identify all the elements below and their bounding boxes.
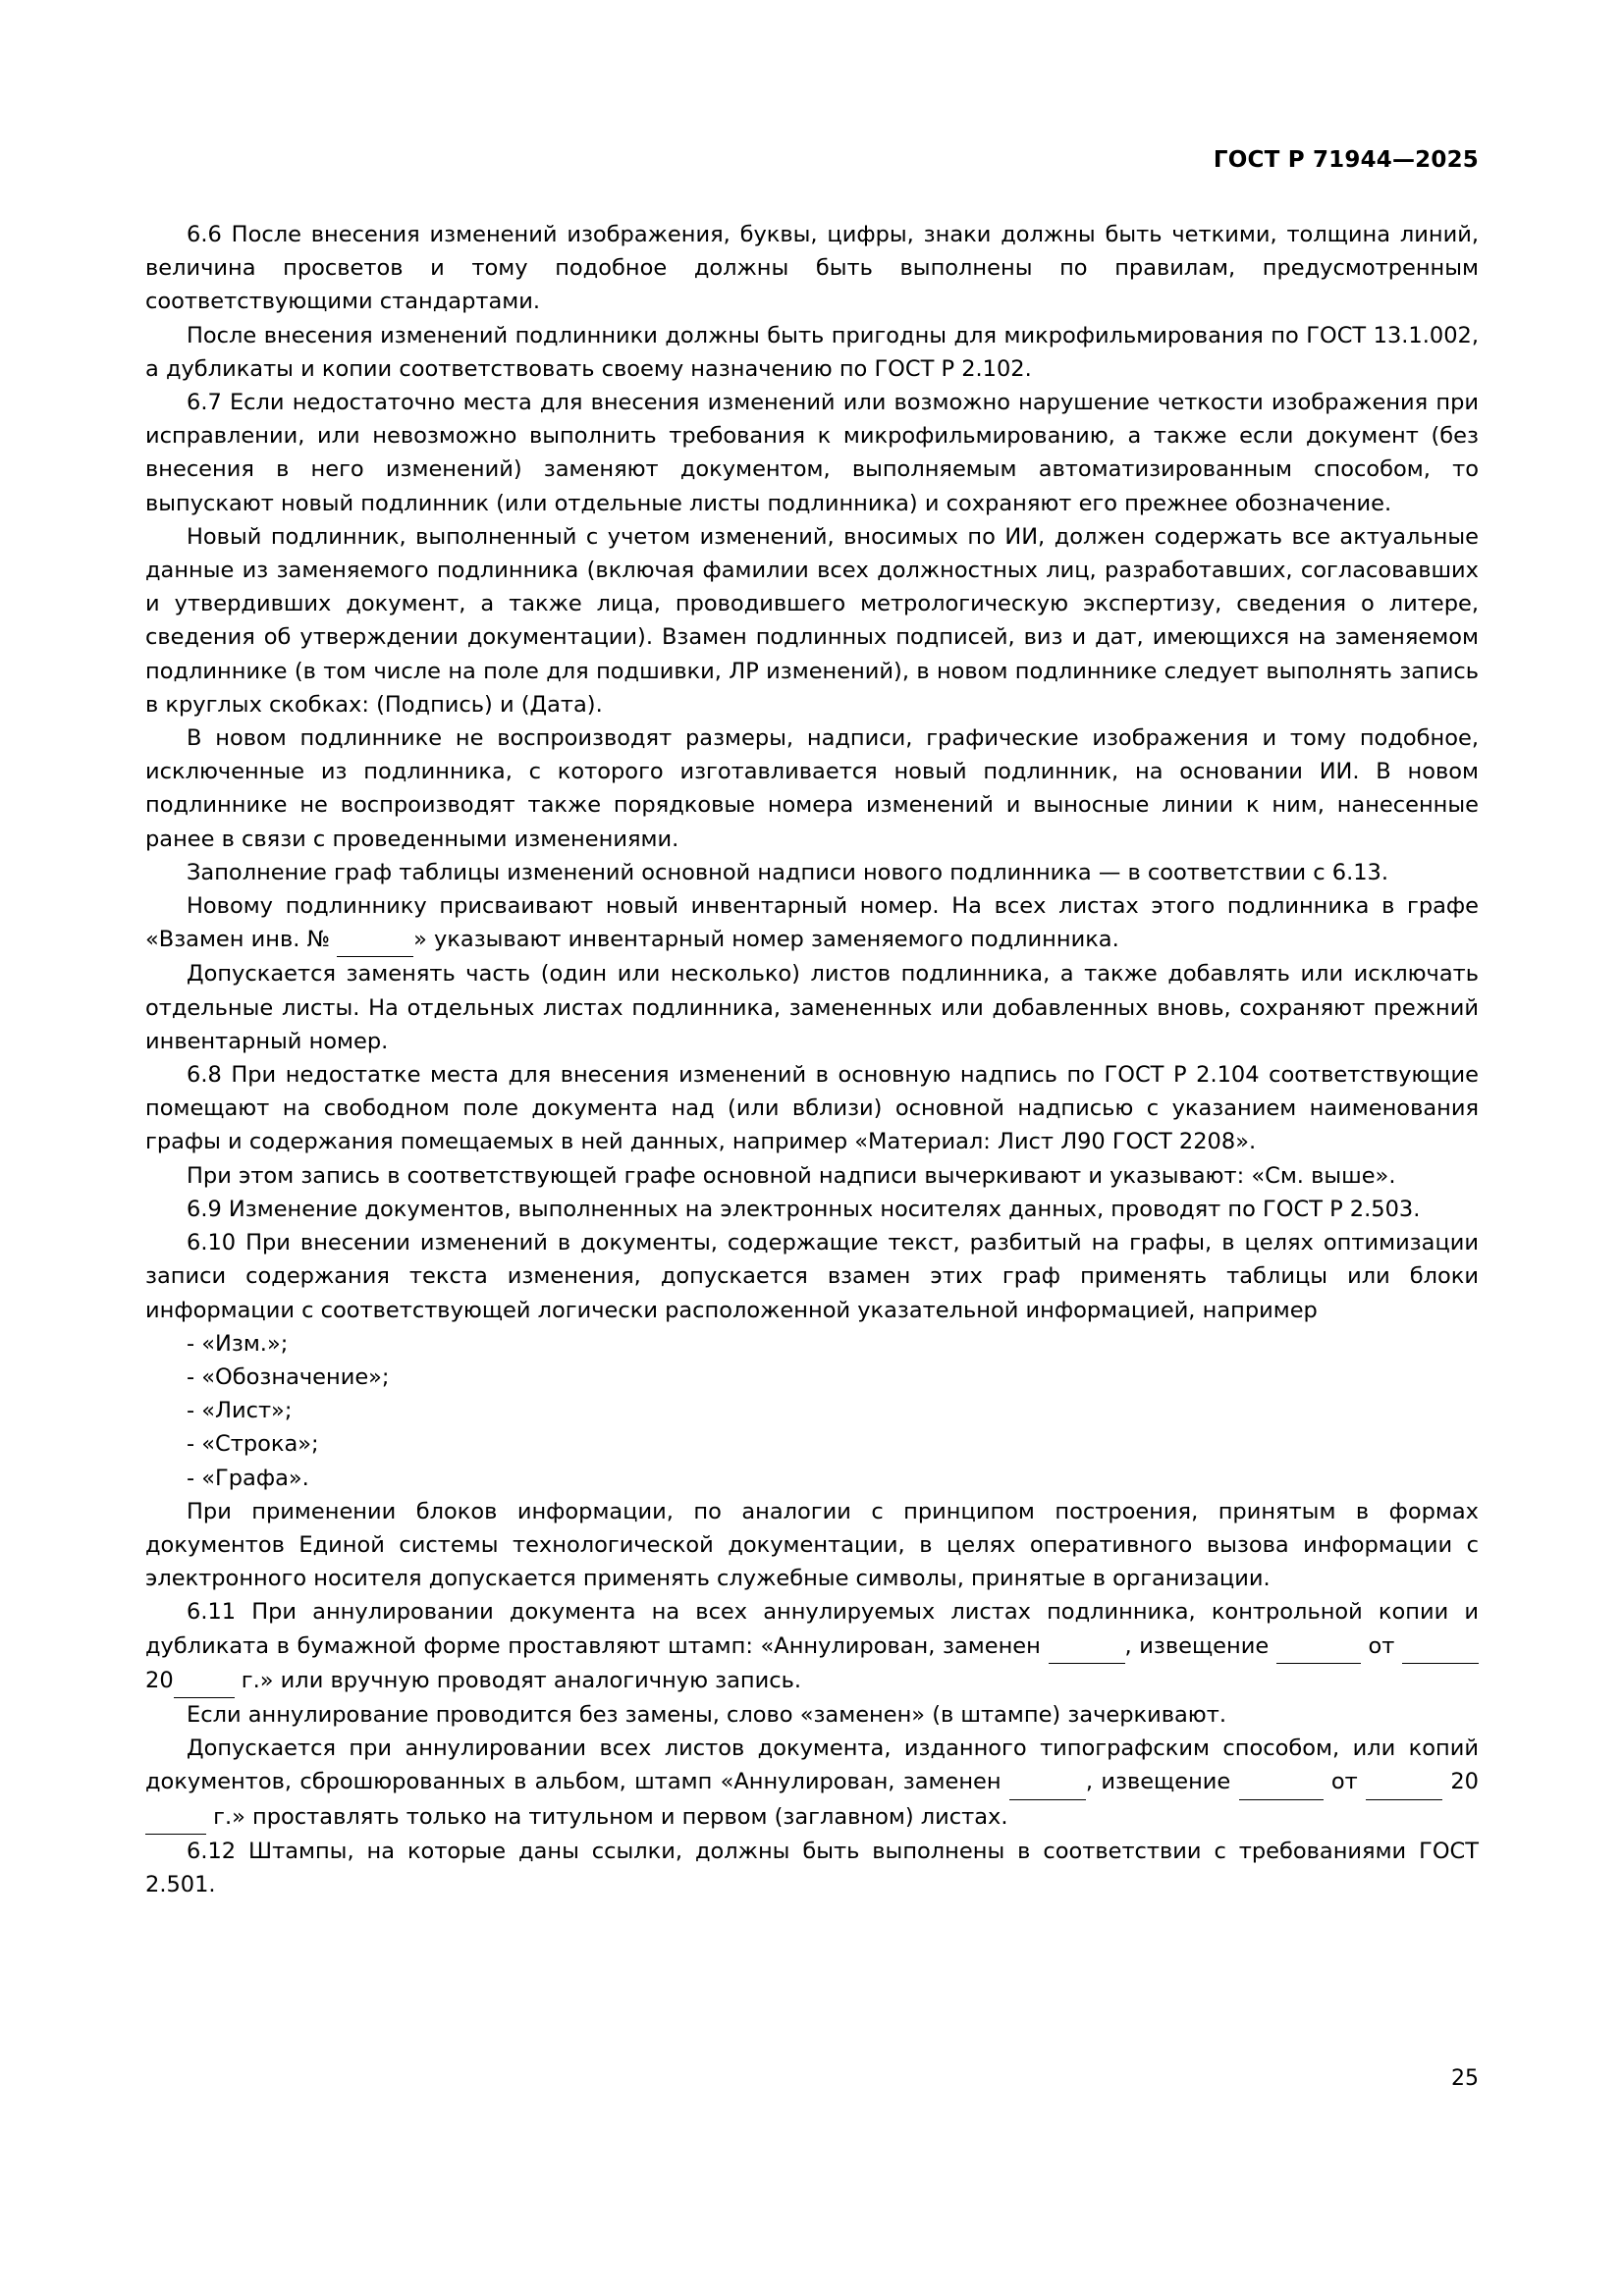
paragraph-p-inventory: Новому подлиннику присваивают новый инвентарный номер. На всех листах этого подлинника в графе «Взамен инв. № » указывают инвентарный номер заменяемого подлинника.	[145, 889, 1479, 957]
page-number: 25	[1451, 2066, 1479, 2091]
fill-in-blank	[1276, 1629, 1361, 1664]
paragraph-p-6-9: 6.9 Изменение документов, выполненных на электронных носителях данных, проводят по ГОСТ Р 2.503.	[187, 1196, 1421, 1222]
paragraph-p-no-replace: Если аннулирование проводится без замены, слово «заменен» (в штампе) зачеркивают.	[187, 1701, 1226, 1728]
paragraph-block-bottom	[145, 1495, 1479, 1901]
fill-in-blank	[1049, 1629, 1125, 1664]
page-body	[145, 218, 1479, 1901]
list-item: - «Изм.»;	[187, 1330, 289, 1357]
fill-in-blank	[145, 1800, 206, 1835]
paragraph-p-table-fill: Заполнение граф таблицы изменений основной надписи нового подлинника — в соответствии с 6.13.	[187, 859, 1389, 885]
fill-in-blank	[1009, 1765, 1086, 1799]
list-item: - «Строка»;	[187, 1431, 319, 1458]
paragraph-p-6-12: 6.12 Штампы, на которые даны ссылки, должны быть выполнены в соответствии с требованиями ГОСТ 2.501.	[145, 1838, 1479, 1897]
list-item: - «Обозначение»;	[187, 1363, 390, 1390]
paragraph-p-blocks: При применении блоков информации, по аналогии с принципом построения, принятым в формах документов Единой системы технологической документации, в целях оперативного вызова информации с электронного носителя допускается применять служебные символы, принятые в организации.	[145, 1498, 1479, 1592]
fill-in-blank	[1366, 1765, 1442, 1799]
page-header-standard-number: ГОСТ Р 71944—2025	[1213, 147, 1479, 173]
paragraph-p-6-10: 6.10 При внесении изменений в документы, содержащие текст, разбитый на графы, в целях оптимизации записи содержания текста изменения, допускается взамен этих граф применять таблицы или блоки информации с соответствующей логически расположенной указательной информацией, например	[145, 1230, 1479, 1323]
paragraph-p-6-8: 6.8 При недостатке места для внесения изменений в основную надпись по ГОСТ Р 2.104 соответствующие помещают на свободном поле документа над (или вблизи) основной надписью с указанием наименования графы и содержания помещаемых в ней данных, например «Материал: Лист Л90 ГОСТ 2208».	[145, 1062, 1479, 1155]
paragraph-p-see-above: При этом запись в соответствующей графе основной надписи вычеркивают и указывают: «См. выше».	[187, 1162, 1396, 1189]
paragraph-p-6-11: 6.11 При аннулировании документа на всех аннулируемых листах подлинника, контрольной копии и дубликата в бумажной форме проставляют штамп: «Аннулирован, заменен , извещение от 20 г.» или вручную проводят аналогичную запись.	[145, 1595, 1479, 1698]
fill-in-blank	[1239, 1765, 1324, 1799]
fill-in-blank	[174, 1664, 235, 1698]
paragraph-block-top	[145, 218, 1479, 1327]
list-item: - «Графа».	[187, 1465, 309, 1491]
paragraph-p-not-reproduce: В новом подлиннике не воспроизводят размеры, надписи, графические изображения и тому подобное, исключенные из подлинника, с которого изготавливается новый подлинник, на основании ИИ. В новом подлиннике не воспроизводят также порядковые номера изменений и выносные линии к ним, нанесенные ранее в связи с проведенными изменениями.	[145, 725, 1479, 852]
list-item: - «Лист»;	[187, 1398, 293, 1424]
fill-in-blank	[337, 923, 413, 957]
paragraph-p-replace-part: Допускается заменять часть (один или несколько) листов подлинника, а также добавлять или исключать отдельные листы. На отдельных листах подлинника, замененных или добавленных вновь, сохраняют прежний инвентарный номер.	[145, 961, 1479, 1054]
paragraph-p-6-6: 6.6 После внесения изменений изображения, буквы, цифры, знаки должны быть четкими, толщина линий, величина просветов и тому подобное должны быть выполнены по правилам, предусмотренным соответствующими стандартами.	[145, 222, 1479, 315]
fill-in-blank	[1402, 1629, 1479, 1664]
paragraph-p-microfilm: После внесения изменений подлинники должны быть пригодны для микрофильмирования по ГОСТ 13.1.002, а дубликаты и копии соответствовать своему назначению по ГОСТ Р 2.102.	[145, 322, 1479, 382]
paragraph-p-new-original: Новый подлинник, выполненный с учетом изменений, вносимых по ИИ, должен содержать все актуальные данные из заменяемого подлинника (включая фамилии всех должностных лиц, разработавших, согласовавших и утвердивших документ, а также лица, проводившего метрологическую экспертизу, сведения о литере, сведения об утверждении документации). Взамен подлинных подписей, виз и дат, имеющихся на заменяемом подлиннике (в том числе на поле для подшивки, ЛР изменений), в новом подлиннике следует выполнять запись в круглых скобках: (Подпись) и (Дата).	[145, 523, 1479, 718]
bullet-list	[145, 1327, 1479, 1495]
paragraph-p-typographic: Допускается при аннулировании всех листов документа, изданного типографским способом, или копий документов, сброшюрованных в альбом, штамп «Аннулирован, заменен , извещение от 20 г.» проставлять только на титульном и первом (заглавном) листах.	[145, 1732, 1479, 1835]
paragraph-p-6-7: 6.7 Если недостаточно места для внесения изменений или возможно нарушение четкости изображения при исправлении, или невозможно выполнить требования к микрофильмированию, а также если документ (без внесения в него изменений) заменяют документом, выполняемым автоматизированным способом, то выпускают новый подлинник (или отдельные листы подлинника) и сохраняют его прежнее обозначение.	[145, 390, 1479, 516]
